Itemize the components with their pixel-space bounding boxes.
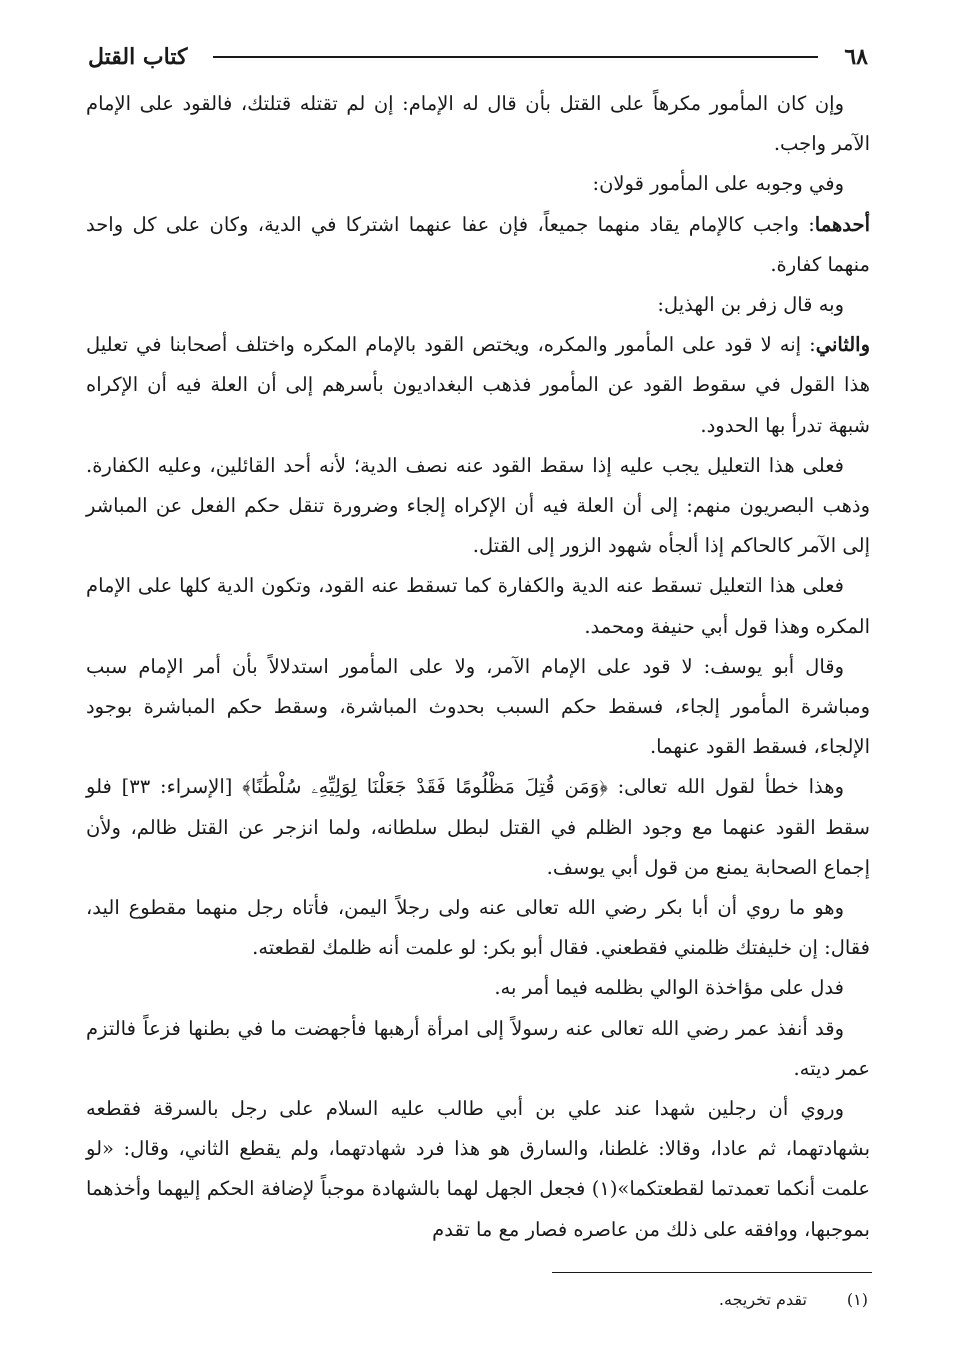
book-title: كتاب القتل: [88, 44, 188, 70]
paragraph-text: فدل على مؤاخذة الوالي بظلمه فيما أمر به.: [494, 976, 844, 1000]
footnote-rule: [552, 1272, 872, 1273]
paragraph: [86, 164, 870, 204]
paragraph-text: وهذا خطأ لقول الله تعالى: ﴿وَمَن قُتِلَ مَظْلُومًا فَقَدْ جَعَلْنَا لِوَلِيِّهِۦ سُلْطَٰنًا﴾ [الإسراء: ٣٣] فلو سقط القود عنهما مع وجود الظلم في القتل لبطل سلطانه، ولما انزجر عن القتل ظالم، ولأن إجماع الصحابة يمنع من قول أبي يوسف.: [86, 775, 870, 879]
paragraph-lead: أحدهما: [814, 212, 870, 236]
paragraph: [86, 1009, 870, 1089]
paragraph: [86, 566, 870, 646]
paragraph-text: : إنه لا قود على المأمور والمكره، ويختص القود بالإمام المكره واختلف أصحابنا في تعليل هذا القول في سقوط القود عن المأمور فذهب البغداديون بأسرهم إلى أن العلة فيه أن الإكراه شبهة تدرأ بها الحدود.: [86, 333, 870, 437]
paragraph-text: وقد أنفذ عمر رضي الله تعالى عنه رسولاً إلى امرأة أرهبها فأجهضت ما في بطنها فزعاً فالتزم عمر ديته.: [86, 1016, 870, 1080]
paragraph: [86, 205, 870, 285]
paragraph-text: : واجب كالإمام يقاد منهما جميعاً، فإن عفا عنهما اشتركا في الدية، وكان على كل واحد منهما كفارة.: [86, 212, 870, 276]
paragraph: [86, 767, 870, 888]
paragraph-text: فعلى هذا التعليل تسقط عنه الدية والكفارة كما تسقط عنه القود، وتكون الدية كلها على الإمام المكره وهذا قول أبي حنيفة ومحمد.: [86, 574, 870, 638]
paragraph: [86, 285, 870, 325]
paragraph: [86, 647, 870, 768]
paragraph: [86, 325, 870, 446]
page-header: [88, 40, 868, 74]
footnote: [719, 1290, 868, 1309]
footnote-marker: (١): [846, 1290, 868, 1309]
paragraph: [86, 1089, 870, 1250]
paragraph-text: وإن كان المأمور مكرهاً على القتل بأن قال له الإمام: إن لم تقتله قتلتك، فالقود على الإمام الآمر واجب.: [86, 92, 870, 156]
paragraph: [86, 888, 870, 968]
paragraph-lead: والثاني: [815, 333, 870, 357]
paragraph-text: وفي وجوبه على المأمور قولان:: [592, 172, 844, 196]
header-rule: [213, 56, 818, 58]
paragraph-text: وقال أبو يوسف: لا قود على الإمام الآمر، ولا على المأمور استدلالاً بأن أمر الإمام سبب ومباشرة المأمور إلجاء، فسقط حكم السبب بحدوث المباشرة، وسقط حكم المباشرة بوجود الإلجاء، فسقط القود عنهما.: [86, 654, 870, 759]
paragraph: [86, 968, 870, 1008]
paragraph-text: فعلى هذا التعليل يجب عليه إذا سقط القود عنه نصف الدية؛ لأنه أحد القائلين، وعليه الكفارة. وذهب البصريون منهم: إلى أن العلة فيه أن الإكراه إلجاء وضرورة تنقل حكم الفعل عن المباشر إلى الآمر كالحاكم إذا ألجأه شهود الزور إلى القتل.: [86, 453, 870, 558]
paragraph: [86, 84, 870, 164]
paragraph-text: وروي أن رجلين شهدا عند علي بن أبي طالب عليه السلام على رجل بالسرقة فقطعه بشهادتهما، ثم عادا، وقالا: غلطنا، والسارق هو هذا فرد شهادتهما، ولم يقطع الثاني، وقال: «لو علمت أنكما تعمدتما لقطعتكما»(١) فجعل الجهل لهما بالشهادة موجباً لإضافة الحكم إليهما وأخذهما بموجبها، ووافقه على ذلك من عاصره فصار مع ما تقدم: [86, 1097, 870, 1241]
page-number: ٦٨: [844, 44, 868, 70]
paragraph-text: وهو ما روي أن أبا بكر رضي الله تعالى عنه ولى رجلاً اليمن، فأتاه رجل منهما مقطوع اليد، فقال: إن خليفتك ظلمني فقطعني. فقال أبو بكر: لو علمت أنه ظلمك لقطعته.: [86, 896, 870, 960]
paragraph: [86, 446, 870, 567]
paragraph-text: وبه قال زفر بن الهذيل:: [657, 293, 844, 317]
footnote-text: تقدم تخريجه.: [718, 1290, 807, 1309]
body-text: [86, 84, 870, 1250]
